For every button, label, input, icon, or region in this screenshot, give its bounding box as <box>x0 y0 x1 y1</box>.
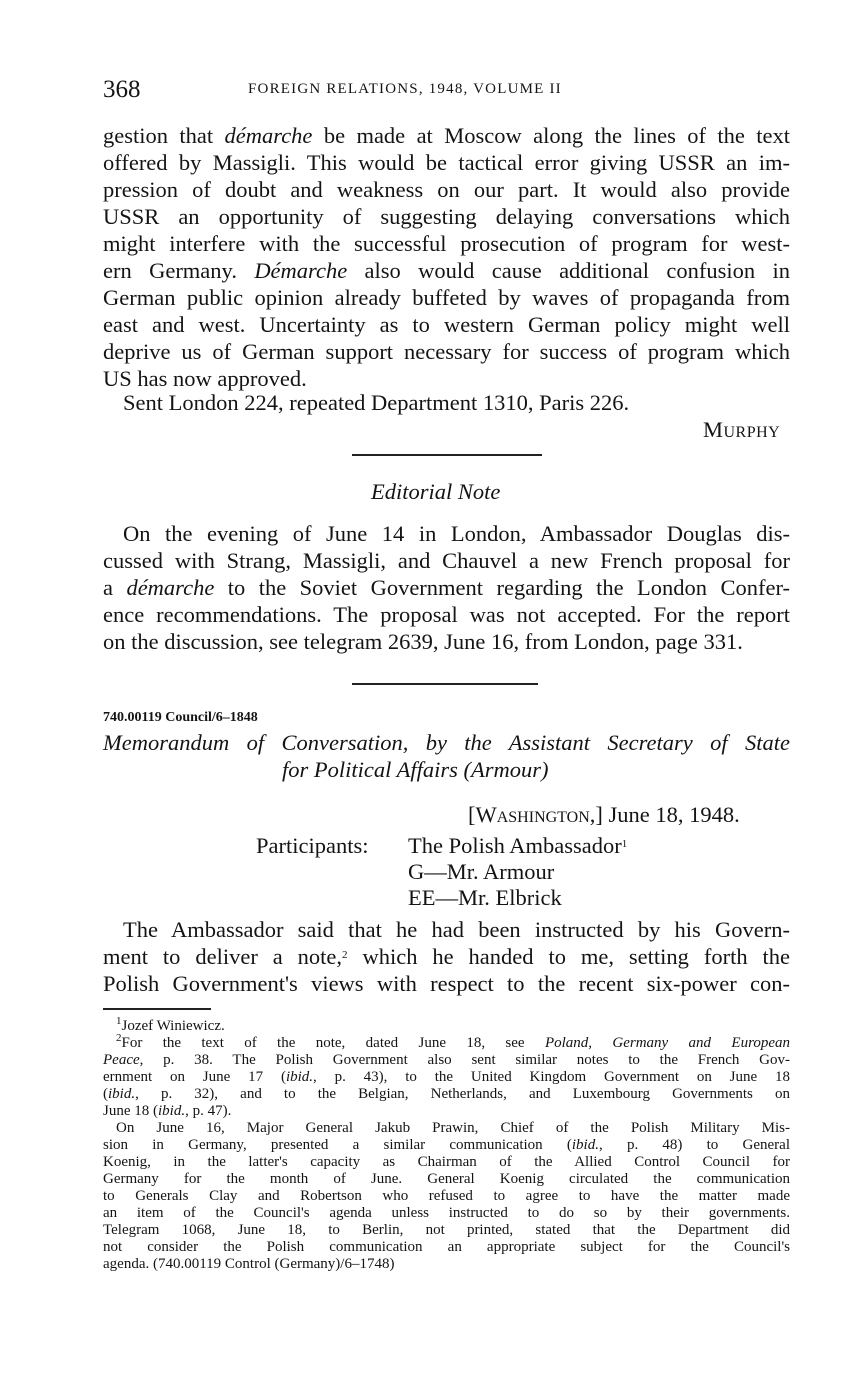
footnote-line: Telegram 1068, June 18, to Berlin, not printed, stated that the Department did <box>103 1222 790 1238</box>
participant-3: EE—Mr. Elbrick <box>408 885 562 910</box>
footnote-line: an item of the Council's agenda unless instructed to do so by their governments. <box>103 1205 790 1221</box>
footnote-line: not consider the Polish communication an appropriate subject for the Council's <box>103 1239 790 1255</box>
footnote-line: to Generals Clay and Robertson who refused to agree to have the matter made <box>103 1188 790 1204</box>
footnote-line: (ibid., p. 32), and to the Belgian, Netherlands, and Luxembourg Governments on <box>103 1086 790 1102</box>
participants-label: Participants: <box>256 833 369 858</box>
running-title: FOREIGN RELATIONS, 1948, VOLUME II <box>248 81 562 97</box>
text-line: On the evening of June 14 in London, Ambassador Douglas dis- <box>123 521 790 546</box>
footnote-line: agenda. (740.00119 Control (Germany)/6–1748) <box>103 1256 395 1272</box>
text-line: German public opinion already buffeted by waves of propaganda from <box>103 285 790 310</box>
memorandum-title-line-2: for Political Affairs (Armour) <box>282 757 549 782</box>
text-line: gestion that démarche be made at Moscow along the lines of the text <box>103 123 791 148</box>
footnote-text: Jozef Winiewicz. <box>121 1018 225 1034</box>
body-line-3: Polish Government's views with respect to the recent six-power con- <box>103 971 790 996</box>
body-line-2 <box>103 943 790 970</box>
footnote-line: On June 16, Major General Jakub Prawin, Chief of the Polish Military Mis- <box>116 1120 790 1136</box>
text-line: pression of doubt and weakness on our part. It would also provide <box>103 177 790 202</box>
body-text: which he handed to me, setting forth the <box>362 944 791 969</box>
section-divider <box>352 454 542 456</box>
participant-name: The Polish Ambassador <box>408 833 622 858</box>
participant-1 <box>408 832 627 859</box>
footnote-ref-1: 1 <box>621 838 628 850</box>
footnote-ref-2: 2 <box>342 949 348 961</box>
text-line: offered by Massigli. This would be tactical error giving USSR an im- <box>103 150 790 175</box>
dateline-date: June 18, 1948. <box>608 802 740 827</box>
page-number: 368 <box>103 76 141 103</box>
footnote-line: sion in Germany, presented a similar communication (ibid., p. 48) to General <box>103 1137 790 1153</box>
footnote-line: Germany for the month of June. General Koenig circulated the communication <box>103 1171 790 1187</box>
footnote-line: ernment on June 17 (ibid., p. 43), to the United Kingdom Government on June 18 <box>103 1069 790 1085</box>
section-divider <box>352 683 538 685</box>
signature: Murphy <box>703 417 781 442</box>
text-line: cussed with Strang, Massigli, and Chauvel a new French proposal for <box>103 548 790 573</box>
text-line: USSR an opportunity of suggesting delaying conversations which <box>103 204 790 229</box>
text-line: deprive us of German support necessary for success of program which <box>103 339 790 364</box>
sent-line: Sent London 224, repeated Department 1310, Paris 226. <box>123 390 630 415</box>
body-text: ment to deliver a note, <box>103 944 343 969</box>
body-line-1: The Ambassador said that he had been instructed by his Govern- <box>123 917 790 942</box>
footnote-marker: 1 <box>116 1015 122 1027</box>
footnote-marker: 2 <box>116 1032 122 1044</box>
footnote-line: Koenig, in the latter's capacity as Chairman of the Allied Control Council for <box>103 1154 790 1170</box>
footnote-1 <box>103 1015 790 1035</box>
text-line: a démarche to the Soviet Government regarding the London Confer- <box>103 575 790 600</box>
participant-2: G—Mr. Armour <box>408 859 555 884</box>
text-line: ence recommendations. The proposal was not accepted. For the report <box>103 602 790 627</box>
editorial-note-title: Editorial Note <box>371 479 501 504</box>
text-line: east and west. Uncertainty as to western German policy might well <box>103 312 790 337</box>
text-line: ern Germany. Démarche also would cause additional confusion in <box>103 258 790 283</box>
memorandum-title-line-1: Memorandum of Conversation, by the Assistant Secretary of State <box>103 730 790 755</box>
footnote-separator <box>103 1008 211 1010</box>
page-header <box>103 76 793 106</box>
file-number: 740.00119 Council/6–1848 <box>103 710 258 725</box>
dateline <box>468 801 740 828</box>
dateline-place: [Washington,] <box>468 802 603 827</box>
text-line: on the discussion, see telegram 2639, June 16, from London, page 331. <box>103 629 743 654</box>
text-line: might interfere with the successful prosecution of program for west- <box>103 231 790 256</box>
footnote-line: Peace, p. 38. The Polish Government also sent similar notes to the French Gov- <box>103 1052 790 1068</box>
footnote-line: $^2$For the text of the note, dated June 18, see Poland, Germany and European <box>116 1032 791 1051</box>
footnote-line: June 18 (ibid., p. 47). <box>103 1103 232 1119</box>
text-line: US has now approved. <box>103 366 307 391</box>
